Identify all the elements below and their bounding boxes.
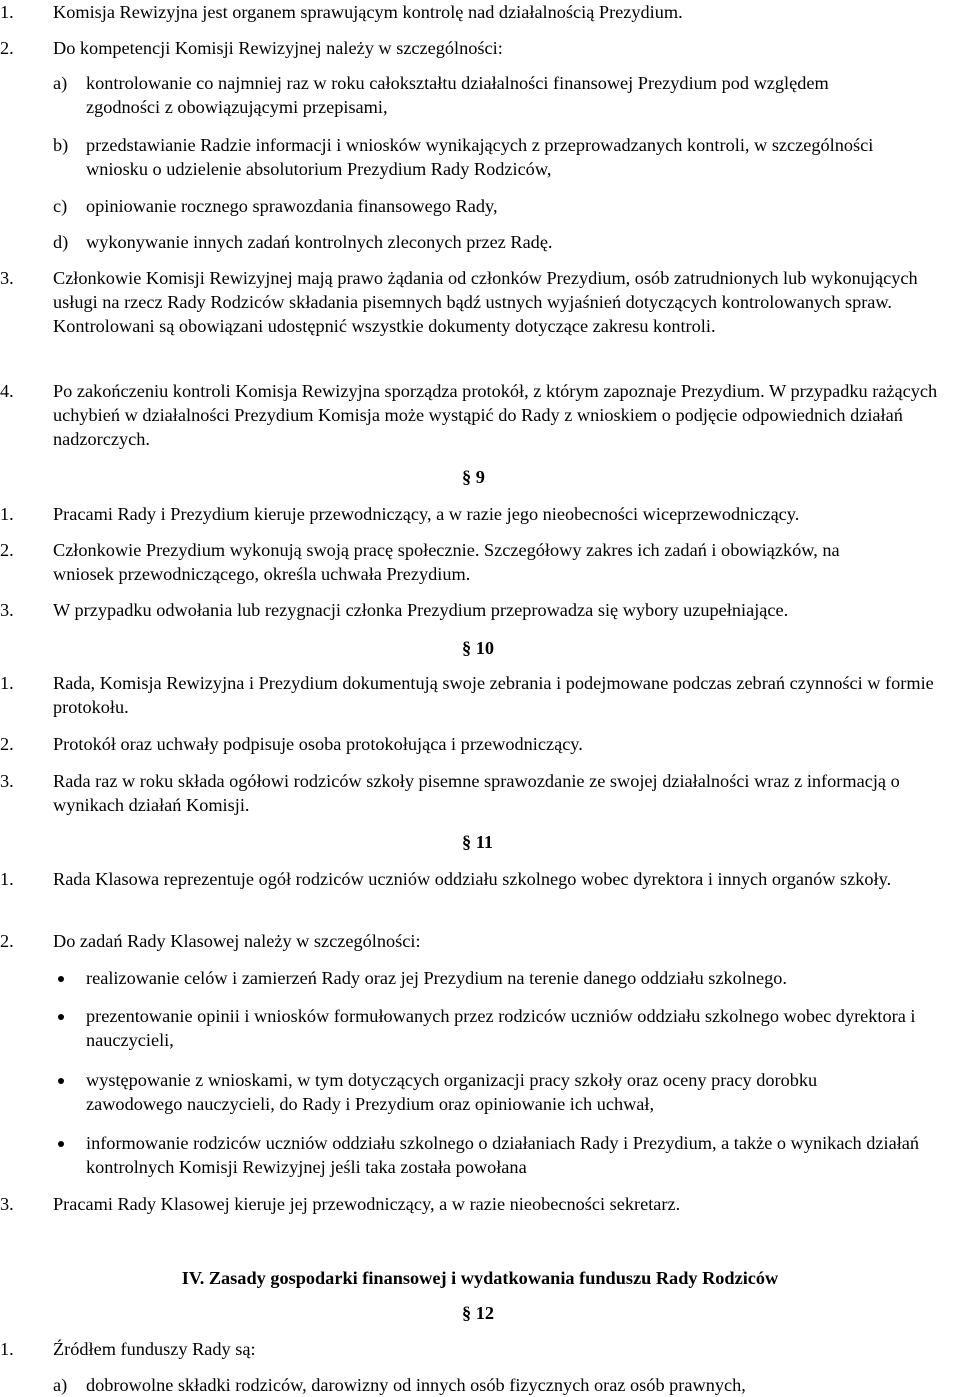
item-number: 3.	[0, 600, 14, 620]
section-heading: § 9	[462, 467, 485, 487]
bullet-text: występowanie z wnioskami, w tym dotyczących organizacji pracy szkoły oraz oceny pracy dorobku zawodowego nauczycieli, do Rady i Prezydium oraz opiniowanie ich uchwał,	[86, 1070, 818, 1114]
bullet-text: prezentowanie opinii i wniosków formułowanych przez rodziców uczniów oddziału szkolnego wobec dyrektora i nauczycieli,	[86, 1006, 916, 1050]
bullet-icon	[58, 1078, 64, 1084]
item-text: W przypadku odwołania lub rezygnacji członka Prezydium przeprowadza się wybory uzupełniające.	[53, 600, 789, 620]
item-text: Członkowie Komisji Rewizyjnej mają prawo żądania od członków Prezydium, osób zatrudnionych lub wykonujących usługi na rzecz Rady Rodziców składania pisemnych bądź ustnych wyjaśnień dotyczących kontrolowanych spraw. Kontrolowani są obowiązani udostępnić wszystkie dokumenty dotyczące zakresu kontroli.	[53, 268, 918, 336]
sub-item-text: przedstawianie Radzie informacji i wniosków wynikających z przeprowadzanych kontroli, w szczególności wniosku o udzielenie absolutorium Prezydium Rady Rodziców,	[86, 135, 874, 179]
item-text: Komisja Rewizyjna jest organem sprawującym kontrolę nad działalnością Prezydium.	[53, 2, 683, 22]
item-text: Protokół oraz uchwały podpisuje osoba protokołująca i przewodniczący.	[53, 734, 583, 754]
section-heading: § 12	[462, 1303, 494, 1323]
item-number: 4.	[0, 381, 14, 401]
item-text: Rada Klasowa reprezentuje ogół rodziców uczniów oddziału szkolnego wobec dyrektora i innych organów szkoły.	[53, 869, 892, 889]
item-number: 1.	[0, 504, 14, 524]
sub-item-text: kontrolowanie co najmniej raz w roku całokształtu działalności finansowej Prezydium pod względem zgodności z obowiązującymi przepisami,	[86, 73, 829, 117]
item-text: Do zadań Rady Klasowej należy w szczególności:	[53, 931, 421, 951]
item-text: Pracami Rady i Prezydium kieruje przewodniczący, a w razie jego nieobecności wiceprzewodniczący.	[53, 504, 800, 524]
sub-item-text: wykonywanie innych zadań kontrolnych zleconych przez Radę.	[86, 232, 553, 252]
sub-item-letter: d)	[53, 232, 69, 252]
bullet-icon	[58, 1141, 64, 1147]
item-text: Rada raz w roku składa ogółowi rodziców szkoły pisemne sprawozdanie ze swojej działalności wraz z informacją o wynikach działań Komisji.	[53, 771, 900, 815]
section-heading: § 11	[462, 832, 493, 852]
item-text: Pracami Rady Klasowej kieruje jej przewodniczący, a w razie nieobecności sekretarz.	[53, 1194, 681, 1214]
section-heading: § 10	[462, 638, 494, 658]
item-number: 1.	[0, 1339, 14, 1359]
item-text: Do kompetencji Komisji Rewizyjnej należy w szczególności:	[53, 38, 503, 58]
item-number: 1.	[0, 869, 14, 889]
item-number: 2.	[0, 931, 14, 951]
sub-item-letter: a)	[53, 1375, 68, 1395]
item-number: 3.	[0, 268, 14, 288]
item-number: 2.	[0, 734, 14, 754]
item-number: 2.	[0, 38, 14, 58]
item-text: Źródłem funduszy Rady są:	[53, 1339, 256, 1359]
item-text: Po zakończeniu kontroli Komisja Rewizyjna sporządza protokół, z którym zapoznaje Prezydium. W przypadku rażących uchybień w działalności Prezydium Komisja może wystąpić do Rady z wnioskiem o podjęcie odpowiednich działań nadzorczych.	[53, 381, 938, 449]
item-number: 1.	[0, 673, 14, 693]
sub-item-letter: b)	[53, 135, 69, 155]
item-number: 3.	[0, 771, 14, 791]
sub-item-text: opiniowanie rocznego sprawozdania finansowego Rady,	[86, 196, 498, 216]
bullet-icon	[58, 976, 64, 982]
bullet-text: informowanie rodziców uczniów oddziału szkolnego o działaniach Rady i Prezydium, a także o wynikach działań kontrolnych Komisji Rewizyjnej jeśli taka została powołana	[86, 1133, 920, 1177]
sub-item-letter: c)	[53, 196, 68, 216]
chapter-title: IV. Zasady gospodarki finansowej i wydatkowania funduszu Rady Rodziców	[181, 1268, 779, 1288]
sub-item-letter: a)	[53, 73, 68, 93]
bullet-icon	[58, 1014, 64, 1020]
item-text: Rada, Komisja Rewizyjna i Prezydium dokumentują swoje zebrania i podejmowane podczas zebrań czynności w formie protokołu.	[53, 673, 934, 717]
bullet-text: realizowanie celów i zamierzeń Rady oraz jej Prezydium na terenie danego oddziału szkolnego.	[86, 968, 787, 988]
item-number: 2.	[0, 540, 14, 560]
item-text: Członkowie Prezydium wykonują swoją pracę społecznie. Szczegółowy zakres ich zadań i obowiązków, na wniosek przewodniczącego, określa uchwała Prezydium.	[53, 540, 840, 584]
sub-item-text: dobrowolne składki rodziców, darowizny od innych osób fizycznych oraz osób prawnych,	[86, 1375, 746, 1395]
item-number: 1.	[0, 2, 14, 22]
item-number: 3.	[0, 1194, 14, 1214]
